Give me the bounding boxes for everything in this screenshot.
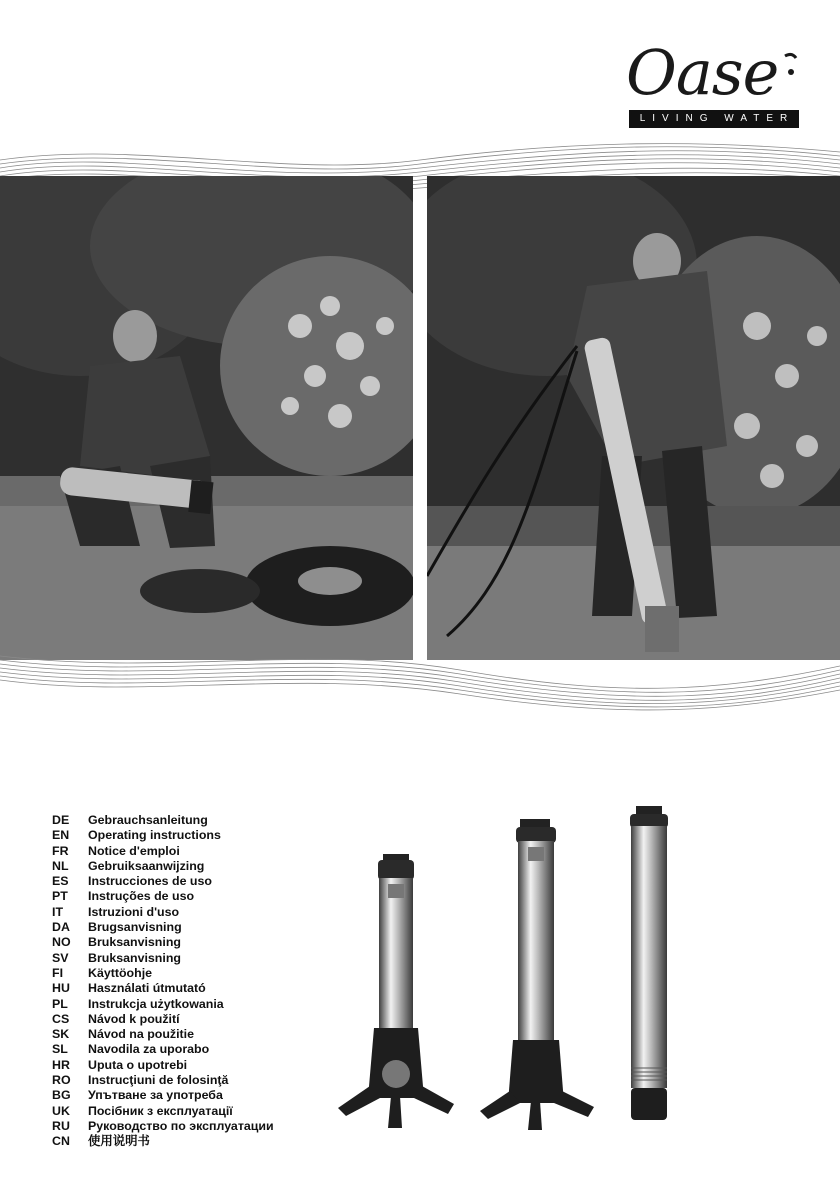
language-item [52,935,352,950]
language-code: SK [52,1027,70,1042]
language-code: DE [52,813,70,827]
language-code: RO [52,1073,71,1088]
language-item [52,1088,352,1103]
language-code: CS [52,1011,70,1026]
language-code: PL [52,996,68,1011]
language-item [52,1073,352,1088]
language-title: Istruzioni d'uso [88,904,180,919]
language-code: HR [52,1057,70,1072]
language-item [52,997,352,1012]
language-title: Посібник з експлуатації [88,1103,233,1118]
language-item [52,951,352,966]
language-title: Käyttöohje [88,965,153,980]
language-title: Használati útmutató [88,981,206,996]
language-code: NL [52,858,69,873]
language-item [52,905,352,920]
language-code: NO [52,935,71,950]
language-item [52,1012,352,1027]
language-code: SL [52,1042,68,1057]
language-title: Gebrauchsanleitung [88,813,208,827]
language-item [52,1027,352,1042]
language-list [52,813,352,1150]
language-item [52,874,352,889]
language-title: Brugsanvisning [88,920,182,935]
language-title: Bruksanvisning [88,935,181,950]
language-title: Instrucţiuni de folosinţă [88,1073,229,1088]
language-item [52,1042,352,1057]
language-title: Упътване за употреба [88,1088,223,1103]
language-item [52,920,352,935]
language-item [52,813,352,828]
photo-installation-right [427,176,840,660]
decorative-waves-bottom [0,640,840,712]
language-code: RU [52,1118,70,1133]
photo-installation-left [0,176,413,660]
language-title: Uputa o upotrebi [88,1057,188,1072]
language-item [52,1058,352,1073]
pump-illustration-short [336,848,456,1128]
language-item [52,844,352,859]
language-item [52,966,352,981]
language-code: ES [52,874,69,889]
language-code: HU [52,981,70,996]
language-item [52,1134,352,1149]
language-item [52,1104,352,1119]
language-title: Operating instructions [88,828,221,843]
language-title: Instrucciones de uso [88,874,212,889]
language-code: FR [52,843,69,858]
language-title: Instrukcja użytkowania [88,996,224,1011]
language-item [52,981,352,996]
language-title: Руководство по эксплуатации [88,1118,274,1133]
pump-illustration-bare [622,806,676,1126]
oase-logo-icon [782,52,798,80]
language-item [52,828,352,843]
language-title: 使用说明书 [88,1134,150,1149]
photo-right-scene [427,176,840,660]
language-item [52,859,352,874]
language-title: Notice d'emploi [88,843,180,858]
language-title: Instruções de uso [88,889,195,904]
language-code: UK [52,1103,70,1118]
language-title: Návod k použití [88,1011,180,1026]
photo-left-scene [0,176,413,660]
oase-logo [618,38,803,130]
language-code: BG [52,1088,71,1103]
language-code: IT [52,904,64,919]
language-title: Navodila za uporabo [88,1042,210,1057]
language-item [52,889,352,904]
language-item [52,1119,352,1134]
language-code: PT [52,889,68,904]
language-title: Gebruiksaanwijzing [88,858,205,873]
language-code: EN [52,828,70,843]
pump-illustration-tall [476,815,596,1130]
language-title: Návod na použitie [88,1027,195,1042]
logo-wordmark: Oase [626,36,779,109]
language-title: Bruksanvisning [88,950,181,965]
language-code: SV [52,950,69,965]
language-code: FI [52,965,64,980]
logo-tagline: LIVING WATER [629,110,799,128]
language-code: CN [52,1134,70,1149]
language-code: DA [52,920,70,935]
